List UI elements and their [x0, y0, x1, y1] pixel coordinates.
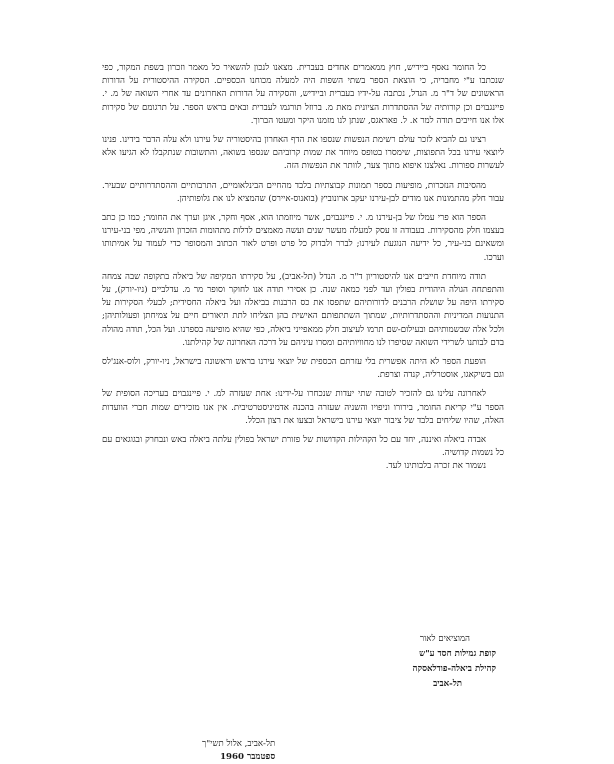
- dateline: [202, 738, 275, 764]
- paragraph-elegy: אבדה ביאלה ואיננה, יחד עם כל הקהילות הקדושות של פזורת ישראל בפולין עלתה ביאלה באש ונבחרק ובגוגאים עם כל נשמות קדושיה.: [102, 435, 504, 459]
- dateline-hebrew: תל-אביב, אלול תשי"ך: [202, 739, 276, 749]
- paragraph-editor: הספר הוא פרי עמלו של בן-עירנו מ. י. פיינגבוים, אשר מיוזמתו הוא, אסף וחקר, איגן וערך את החומר; כמו כן כתב בעצמו חלק מהסקירות. בעבודה זו עסק למעלה מעשר שנים ועשה מאמצים לדלות מתהומות הזכרון והנשיה, מפי בני-עירנו ומשאינם בני-עיר, כל ידיעה הנוגעת לעירנו; לברר ולבדוק כל פרט ופרט לאור הכתוב והמסופר כדי לעמוד על אמיתותו וערכו.: [102, 213, 504, 263]
- paragraph-funding: הופעת הספר לא היתה אפשרית בלי עזרתם הכספית של יוצאי עירנו בראש וראשונה בישראל, ניו-יורק, ולוס-אנג'לס וגם בשיקאגו, אוסטרליה, קנדה וצרפת.: [102, 357, 504, 381]
- memorial-line: נשמור את זכרה בלבותינו לעד.: [385, 461, 486, 472]
- publishers-community: קהילת ביאלה-פודלאסקה: [412, 664, 496, 674]
- dateline-gregorian: ספטמבר 1960: [220, 752, 276, 762]
- publishers-heading: המוציאים לאור: [419, 634, 470, 644]
- publishers-fund: קופת גמילות חסד ע"ש: [419, 649, 496, 659]
- paragraph-victims-list: רצינו גם להביא לזכר עולם רשימת הנפשות שנספו את הדף האחרון בהיסטוריה של עירנו ולא עלה הדבר בידינו. פנינו ליוצאי עירנו בכל התפוצות, שימסרו בטופס מיוחד את שמות קרוביהם שנספו בשואה, והתשובות שנתקבלו לא הגיעו אלא לעשרות ספורות. נאלצנו איפוא מתוך צער, לוותר את הנפשות הזה.: [102, 135, 504, 172]
- publishers-city: תל-אביב: [433, 679, 462, 689]
- paragraph-photos: מהסיבות הנזכרות, מופיעות בספר תמונות קבוצתיות בלבד מהחיים הבינלאומיים, התרבותיים וההסתדרותיים שבעיר. עבור חלק מהתמונות אנו מודים לבן-עירנו יעקב ארונוביץ (בואנוס-איירס) שהמציא לנו את גלופותיהן.: [102, 180, 504, 204]
- paragraph-committees: לאחרונה עלינו גם להזכיר לטובה שתי יעדות שנכחרו על-ידינו: אחת שעזרה למ. י. פיינגבוים בעריכה הסופית של הספר ע"י קריאת החומר, בירורו וניפויו והשניה שעזרה בהכנה אדמיניסטרטיבית. אין אנו מזכירים שמות חברי הוועדות האלה, שהיו שליחים בלבד של ציבור יוצאי עירנו בישראל ובצעו את רצון הכלל.: [102, 389, 504, 426]
- signature-block: [102, 632, 504, 762]
- paragraph-thanks: תודה מיוחדת חייבים אנו להיסטוריון ד"ר מ. הנדל (תל-אביב), על סקירתו המקיפה של ביאלה בתקופה שבה צמחה והתפתחה הגולה היהודית בפולין ועד לפני כמאה שנה. כן אסירי תודה אנו לחוקר וסופר מר מ. עדלביים (ניו-יורק), על סקירתו היפה על שושלת הרבנים לדורותיהם שתפסו את כס הרבנות בביאלה ועל ביאלה החסידית; לבעלי הסקירות על התנועות המדיניות וההסתדרותיות, שמתוך השתתפותם האישית בהן הצליחו לתת תיאורים חיים על צמיחתן ופעולותיהן; ולכל אלה שבשמותיהם ובעילום-שם תרמו לעיצוב חלק ממאפייני ביאלה, כפי שהיא מופיעה בספרנו. ועל הכל, תודה מהולה בדם לבותנו לשרידי השואה שסיפרו לנו מחוויותיהם ומסרו עיניהם על דרכה האחרונה של קהילתנו.: [102, 271, 504, 348]
- publishers-block: [413, 632, 496, 692]
- paragraph-language: כל החומר נאסף ביידיש, חוץ ממאמרים אחדים בעברית. מצאנו לנכון להשאיר כל מאמר וזכרון בשפת המקור, כפי שנכתבו ע"י מחבריה, כי הוצאת הספר בשתי השפות היה למעלה מכוחנו הכספיים. הסקירה ההיסטורית על הדורות הראשונים של ד"ר מ. הנדל, נכתבה על-ידיו בעברית וביידיש, והסקירה על הדורות האחרונים עד אחרי השואה של מ. י. פיינגבוים וכן קורותיה של ההסתדרות הציונית מאת מ. ברוזל תורגמו לעברית ובאים בראש הספר. על תרגומם של סקירות אלו אנו חייבים תודה למר א. ל. פאראגס, שנתן לנו מזמנו היקר ומעטו הברוך.: [102, 63, 504, 126]
- body-text: [102, 62, 504, 474]
